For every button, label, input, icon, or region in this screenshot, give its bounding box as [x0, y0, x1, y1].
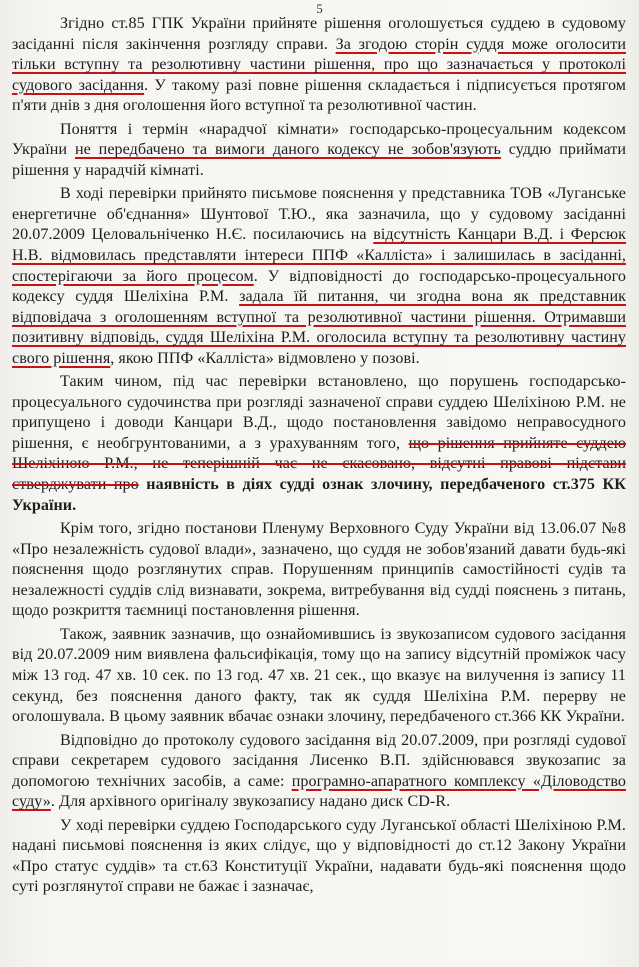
paragraph-recording: Також, заявник зазначив, що ознайомившись із звукозаписом судового засідання від 20.07.2009 ним виявлена фальсифікація, тому що на запису відсутній проміжок часу між 13 год. 47 хв. 10 сек. по 13 год. 47 хв. 21 сек., що вказує на вилучення із запису 11 секунд, без пояснення даного факту, так як суддя Шеліхіна Р.М. перерву не оголошувала. В цьому заявник вбачає ознаки злочину, передбаченого ст.366 КК України.: [12, 625, 626, 726]
paragraph-plenum: Крім того, згідно постанови Пленуму Верховного Суду України від 13.06.07 №8 «Про незалежність судової влади», зазначено, що суддя не зобов'язаний давати будь-які пояснення щодо розглянутих справ. Порушенням принципів самостійності судів та незалежності суддів слід визнавати, зокрема, витребування від судді пояснень з питань, щодо розкриття таємниці постановлення рішення.: [12, 520, 626, 620]
text-run: . У відповідності до господарсько-процесуального кодексу суддя Шеліхіна Р.М.: [12, 267, 626, 306]
text-run: Таким чином, під час перевірки встановлено, що порушень господарсько-процесуального судочинства при розгляді зазначеної справи суддею Шеліхіною Р.М. не припущено і доводи Канцари В.Д., щодо постановлення завідомо неправосудного рішення, є необгрунтованими, а з урахуванням того,: [12, 373, 626, 452]
paragraph-conclusion: [12, 372, 626, 516]
text-run: В ході перевірки прийнято письмове пояснення у представника ТОВ «Луганське енергетичне об'єднання» Шунтової Т.Ю., яка зазначила, що у судовому засіданні 20.07.2009 Целовальніченко Н.Є. посилаючись на: [12, 185, 626, 244]
underlined-text: задала їй питання, чи згодна вона як представник відповідача з оголошенням вступної та резолютивної частини рішення. Отримавши позитивну відповідь, суддя Шеліхіна Р.М. оголосила вступну та резолютивну частину свого рішення: [12, 288, 626, 367]
text-run: Згідно ст.85 ГПК України прийняте рішення оголошується суддею в судовому засіданні після закінчення розгляду справи.: [12, 15, 626, 53]
underlined-text: відсутність Канцари В.Д. і Ферсюк Н.В. відмовилась представляти інтереси ППФ «Калліста» і залишилась в засіданні, спостерігаючи за його процесом: [12, 226, 626, 285]
text-run: Відповідно до протоколу судового засідання від 20.07.2009, при розгляді судової справи секретарем судового засідання Лисенко В.П. здійснювався звукозапис за допомогою технічних засобів, а саме:: [12, 731, 626, 790]
paragraph-decision-announcement: [12, 14, 626, 117]
text-run: . У такому разі повне рішення складається і підписується протягом п'яти днів з дня оголошення його вступної та резолютивної частин.: [12, 76, 626, 115]
text-run: Поняття і термін «нарадчої кімнати» господарсько-процесуальним кодексом України: [12, 120, 626, 159]
paragraph-judge-explanation: У ході перевірки суддею Господарського суду Луганської області Шеліхіною Р.М. надані письмові пояснення із яких слідує, що у відповідності до ст.12 Закону України «Про статус суддів» та ст.63 Конституції України, надавати будь-які пояснення щодо суті розглянутої справи не бажає і зазначає,: [12, 816, 626, 896]
document-body: [12, 14, 626, 901]
paragraph-deliberation-room: [12, 120, 626, 182]
struck-text: що рішення прийняте суддею Шеліхіною Р.М., не теперішній час не скасовано, відсутні правові підстави стверджувати про: [12, 434, 626, 494]
underlined-text: не передбачено та вимоги даного кодексу не зобов'язують: [74, 141, 501, 159]
text-run: суддю приймати рішення у нарадчій кімнаті.: [12, 141, 627, 179]
text-run: . Для архівного оригіналу звукозапису надано диск CD-R.: [50, 793, 451, 811]
text-run: наявність в діях судді ознак злочину, передбаченого ст.375 КК України.: [12, 476, 626, 514]
paragraph-explanation: [12, 184, 626, 369]
page-number: 5: [316, 1, 323, 16]
underlined-text: програмно-апаратного комплексу «Діловодство суду»: [12, 772, 626, 811]
text-run: , якою ППФ «Калліста» відмовлено у позові.: [110, 349, 420, 367]
paragraph-protocol: [12, 731, 626, 813]
underlined-text: За згодою сторін суддя може оголосити тільки вступну та резолютивну частини рішення, про що зазначається у протоколі судового засідання: [12, 35, 626, 94]
